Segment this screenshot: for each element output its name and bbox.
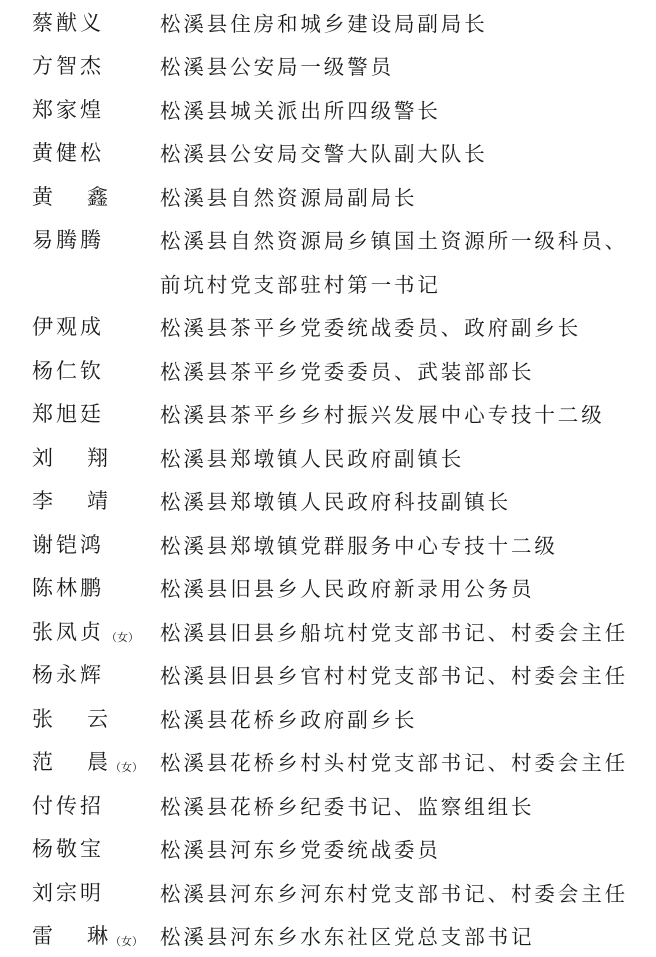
- gender-note: （女）: [110, 935, 143, 949]
- person-name: [32, 181, 108, 211]
- list-item: [0, 392, 656, 436]
- list-item: [0, 740, 656, 784]
- name-char: 晨: [87, 750, 108, 775]
- name-char: 靖: [87, 489, 108, 514]
- list-item: [0, 305, 656, 349]
- person-name: [32, 746, 108, 776]
- list-item: [0, 653, 656, 697]
- person-name: 伊观成: [32, 315, 104, 340]
- list-item: [0, 870, 656, 914]
- position-title: 松溪县郑墩镇人民政府副镇长: [160, 446, 465, 471]
- list-item: [0, 827, 656, 871]
- gender-note: （女）: [106, 630, 139, 644]
- person-name: 刘宗明: [32, 880, 104, 905]
- name-char: 翔: [87, 445, 108, 470]
- person-name: 杨仁钦: [32, 358, 104, 383]
- person-name: [32, 442, 108, 472]
- position-title: 松溪县城关派出所四级警长: [160, 98, 441, 123]
- name-char: 鑫: [87, 184, 108, 209]
- list-item: [0, 435, 656, 479]
- position-title: 松溪县花桥乡政府副乡长: [160, 707, 418, 732]
- name-char: 琳: [87, 924, 108, 949]
- person-name: [32, 703, 108, 733]
- position-title: 松溪县住房和城乡建设局副局长: [160, 11, 488, 36]
- person-name: 蔡猷义: [32, 10, 104, 35]
- list-item: [0, 914, 656, 957]
- list-item: [0, 87, 656, 131]
- position-title: 松溪县河东乡水东社区党总支部书记: [160, 925, 535, 950]
- name-char: 云: [87, 706, 108, 731]
- person-name: 谢铠鸿: [32, 532, 104, 557]
- person-name: 易腾腾: [32, 228, 104, 253]
- position-title: 松溪县公安局交警大队副大队长: [160, 142, 488, 167]
- list-item-continuation: [0, 261, 656, 305]
- list-item: [0, 783, 656, 827]
- person-name: 黄健松: [32, 141, 104, 166]
- name-char: 范: [32, 750, 53, 775]
- list-item: [0, 479, 656, 523]
- person-name: 郑家煌: [32, 97, 104, 122]
- person-name: 郑旭廷: [32, 402, 104, 427]
- name-char: 雷: [32, 924, 53, 949]
- position-title: 松溪县旧县乡船坑村党支部书记、村委会主任: [160, 620, 628, 645]
- person-name: 方智杰: [32, 54, 104, 79]
- person-name: 杨永辉: [32, 663, 104, 688]
- person-name: 陈林鹏: [32, 576, 104, 601]
- person-name: 付传招: [32, 793, 104, 818]
- name-char: 刘: [32, 445, 53, 470]
- name-char: 黄: [32, 184, 53, 209]
- position-title: 松溪县茶平乡乡村振兴发展中心专技十二级: [160, 403, 605, 428]
- name-char: 张: [32, 706, 53, 731]
- person-name: 杨敬宝: [32, 837, 104, 862]
- list-item: [0, 0, 656, 44]
- position-title: 松溪县郑墩镇人民政府科技副镇长: [160, 490, 511, 515]
- list-item: [0, 566, 656, 610]
- list-item: [0, 348, 656, 392]
- position-title: 松溪县花桥乡纪委书记、监察组组长: [160, 794, 535, 819]
- gender-note: （女）: [110, 761, 143, 775]
- list-item: [0, 218, 656, 262]
- list-item: [0, 522, 656, 566]
- position-title: 松溪县河东乡河东村党支部书记、村委会主任: [160, 881, 628, 906]
- position-title: 前坑村党支部驻村第一书记: [160, 272, 441, 297]
- position-title: 松溪县茶平乡党委委员、武装部部长: [160, 359, 535, 384]
- position-title: 松溪县自然资源局副局长: [160, 185, 418, 210]
- position-title: 松溪县郑墩镇党群服务中心专技十二级: [160, 533, 558, 558]
- person-name: [32, 485, 108, 515]
- person-name: 张凤贞: [32, 619, 104, 644]
- list-item: [0, 131, 656, 175]
- position-title: 松溪县公安局一级警员: [160, 55, 394, 80]
- person-name: [32, 920, 108, 950]
- list-item: [0, 44, 656, 88]
- position-title: 松溪县自然资源局乡镇国土资源所一级科员、: [160, 229, 628, 254]
- position-title: 松溪县茶平乡党委统战委员、政府副乡长: [160, 316, 582, 341]
- list-item: [0, 696, 656, 740]
- list-item: [0, 174, 656, 218]
- position-title: 松溪县花桥乡村头村党支部书记、村委会主任: [160, 751, 628, 776]
- position-title: 松溪县河东乡党委统战委员: [160, 838, 441, 863]
- list-item: [0, 609, 656, 653]
- position-title: 松溪县旧县乡官村村党支部书记、村委会主任: [160, 664, 628, 689]
- position-title: 松溪县旧县乡人民政府新录用公务员: [160, 577, 535, 602]
- name-char: 李: [32, 489, 53, 514]
